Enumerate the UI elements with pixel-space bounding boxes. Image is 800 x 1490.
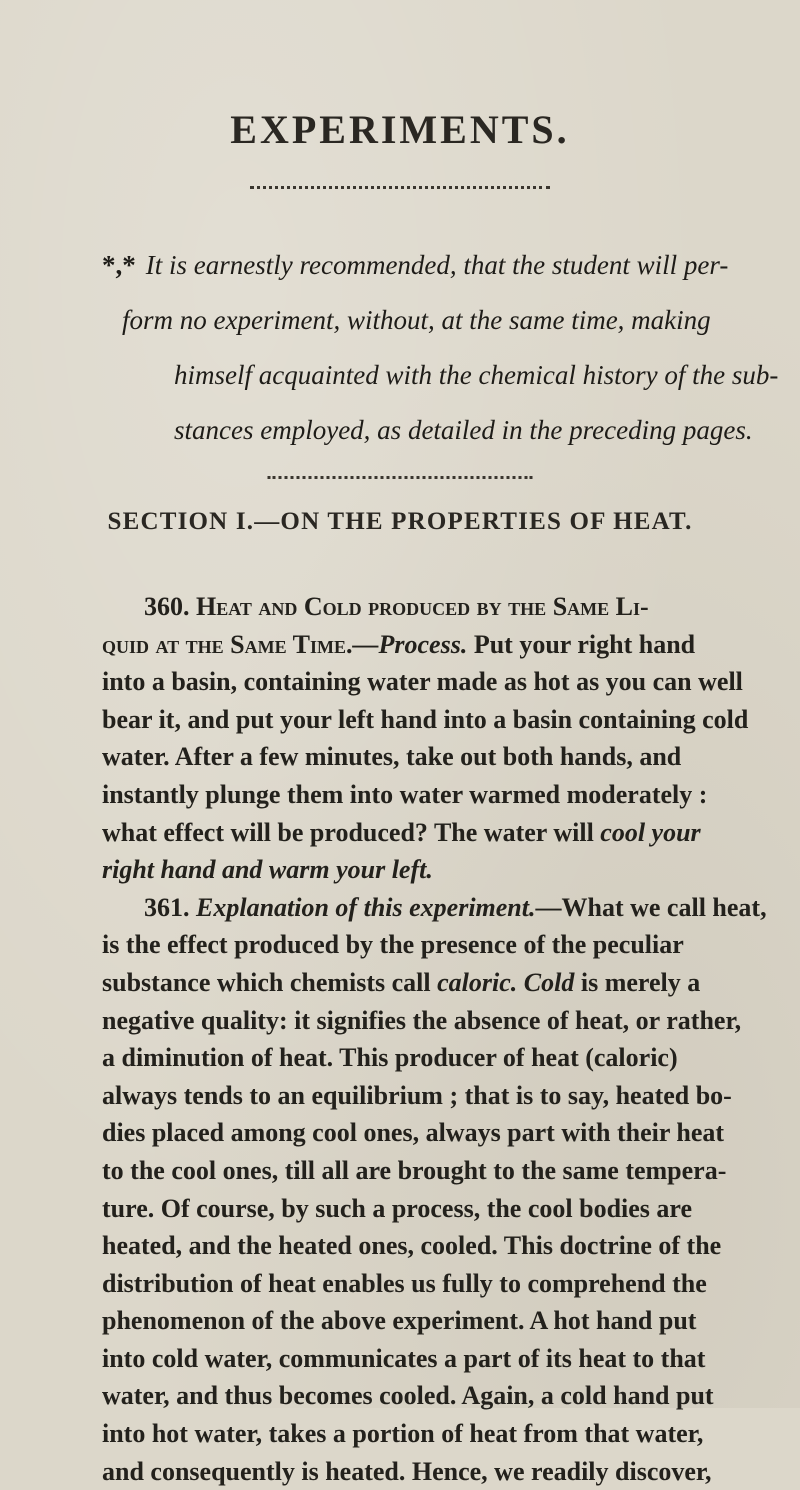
para-361-line-4: negative quality: it signifies the absence of heat, or rather, xyxy=(102,1005,742,1035)
para-360-line-4: bear it, and put your left hand into a basin containing cold xyxy=(102,704,749,734)
para-361-line-7: dies placed among cool ones, always part with their heat xyxy=(102,1118,725,1148)
para-360-line-3: into a basin, containing water made as hot as you can well xyxy=(102,667,743,697)
para-361-line-13: into cold water, communicates a part of its heat to that xyxy=(102,1343,706,1373)
para-361-line-16: and consequently is heated. Hence, we readily discover, xyxy=(102,1456,712,1486)
body-text xyxy=(102,588,768,1490)
section-title: SECTION I.—ON THE PROPERTIES OF HEAT. xyxy=(107,508,693,535)
page-header: EXPERIMENTS. xyxy=(230,107,570,152)
para-360-line-8: right hand and warm your left. xyxy=(102,855,433,885)
para-360-line-1: 360. Heat and Cold produced by the Same Li- xyxy=(144,592,649,621)
note-line-1: *,* It is earnestly recommended, that the student will per- xyxy=(102,250,729,280)
para-361-line-11: distribution of heat enables us fully to comprehend the xyxy=(102,1268,707,1298)
para-361-line-2: is the effect produced by the presence of the peculiar xyxy=(102,930,684,960)
footnote-block xyxy=(102,238,779,458)
para-361-line-1: 361. Explanation of this experiment.—What we call heat, xyxy=(144,892,767,922)
note-mark: *,* xyxy=(102,250,136,280)
para-361-line-6: always tends to an equilibrium ; that is to say, heated bo- xyxy=(102,1080,732,1110)
note-line-4: stances employed, as detailed in the preceding pages. xyxy=(174,415,753,445)
para-361-line-5: a diminution of heat. This producer of heat (caloric) xyxy=(102,1043,678,1073)
para-360-line-7: what effect will be produced? The water will cool your xyxy=(102,817,701,847)
para-361-line-15: into hot water, takes a portion of heat from that water, xyxy=(102,1419,704,1449)
note-line-3: himself acquainted with the chemical history of the sub- xyxy=(174,360,779,390)
para-360-line-5: water. After a few minutes, take out both hands, and xyxy=(102,742,682,772)
para-361-line-14: water, and thus becomes cooled. Again, a cold hand put xyxy=(102,1381,714,1411)
middle-divider xyxy=(268,476,533,479)
top-divider xyxy=(250,186,550,189)
note-line-2: form no experiment, without, at the same time, making xyxy=(122,305,711,335)
para-361-line-12: phenomenon of the above experiment. A hot hand put xyxy=(102,1306,697,1336)
para-360-line-2: quid at the Same Time.—Process. Put your right hand xyxy=(102,629,696,659)
para-361-line-9: ture. Of course, by such a process, the cool bodies are xyxy=(102,1193,693,1223)
para-360-line-6: instantly plunge them into water warmed moderately : xyxy=(102,779,708,809)
para-361-line-8: to the cool ones, till all are brought to the same tempera- xyxy=(102,1155,727,1185)
para-361-line-3: substance which chemists call caloric. Cold is merely a xyxy=(102,967,701,997)
para-361-line-10: heated, and the heated ones, cooled. This doctrine of the xyxy=(102,1231,722,1261)
